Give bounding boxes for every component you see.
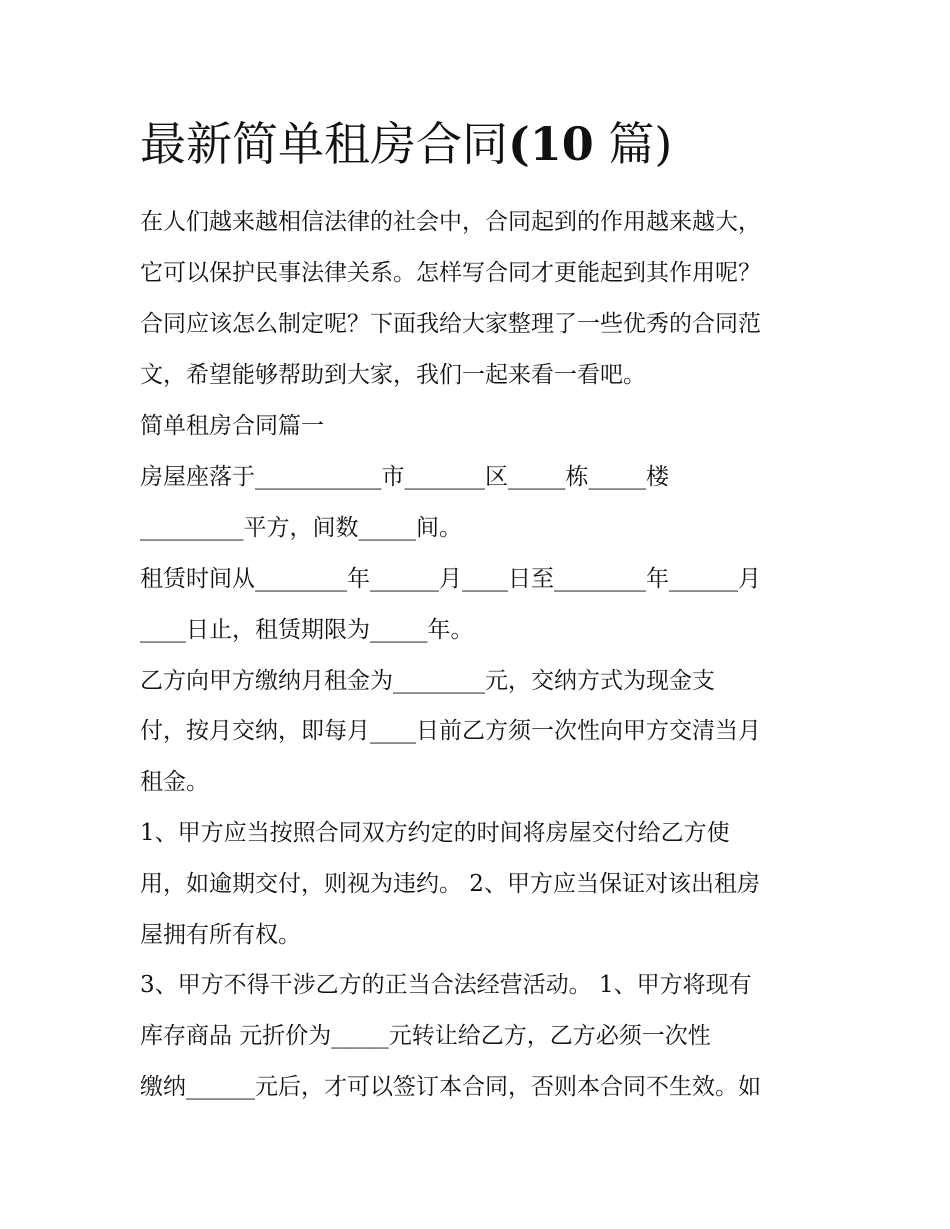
clause-rent-line-3: 租金。	[140, 769, 209, 795]
document-title	[140, 112, 840, 176]
intro-line-1: 在人们越来越相信法律的社会中，合同起到的作用越来越大，	[140, 209, 761, 235]
intro-line-2: 它可以保护民事法律关系。怎样写合同才更能起到其作用呢？	[140, 260, 761, 286]
clause-transfer-line-1: 3、甲方不得干涉乙方的正当合法经营活动。 1、甲方将现有	[140, 972, 752, 998]
clause-term-line-1: 租赁时间从________年______月____日至________年______月	[140, 566, 761, 592]
title-text: 最新简单租房合同	[140, 117, 508, 171]
clause-rent-line-2: 付，按月交纳，即每月____日前乙方须一次性向甲方交清当月	[140, 718, 761, 744]
title-suffix: 篇)	[593, 117, 673, 171]
clause-term-line-2: ____日止，租赁期限为_____年。	[140, 617, 474, 643]
clause-obligation-line-1: 1、甲方应当按照合同双方约定的时间将房屋交付给乙方使	[140, 820, 730, 846]
clause-transfer-line-3: 缴纳______元后，才可以签订本合同，否则本合同不生效。如	[140, 1074, 761, 1100]
clause-rent-line-1: 乙方向甲方缴纳月租金为________元，交纳方式为现金支	[140, 668, 715, 694]
section-heading: 简单租房合同篇一	[140, 413, 324, 439]
intro-line-4: 文，希望能够帮助到大家，我们一起来看一看吧。	[140, 362, 646, 388]
clause-transfer-line-2: 库存商品 元折价为_____元转让给乙方，乙方必须一次性	[140, 1023, 711, 1049]
title-count: (10	[508, 117, 594, 171]
clause-obligation-line-3: 屋拥有所有权。	[140, 922, 301, 948]
intro-line-3: 合同应该怎么制定呢？下面我给大家整理了一些优秀的合同范	[140, 311, 761, 337]
clause-location-line-2: _________平方，间数_____间。	[140, 515, 462, 541]
clause-obligation-line-2: 用，如逾期交付，则视为违约。 2、甲方应当保证对该出租房	[140, 871, 760, 897]
clause-location-line-1: 房屋座落于___________市_______区_____栋_____楼	[140, 464, 669, 490]
